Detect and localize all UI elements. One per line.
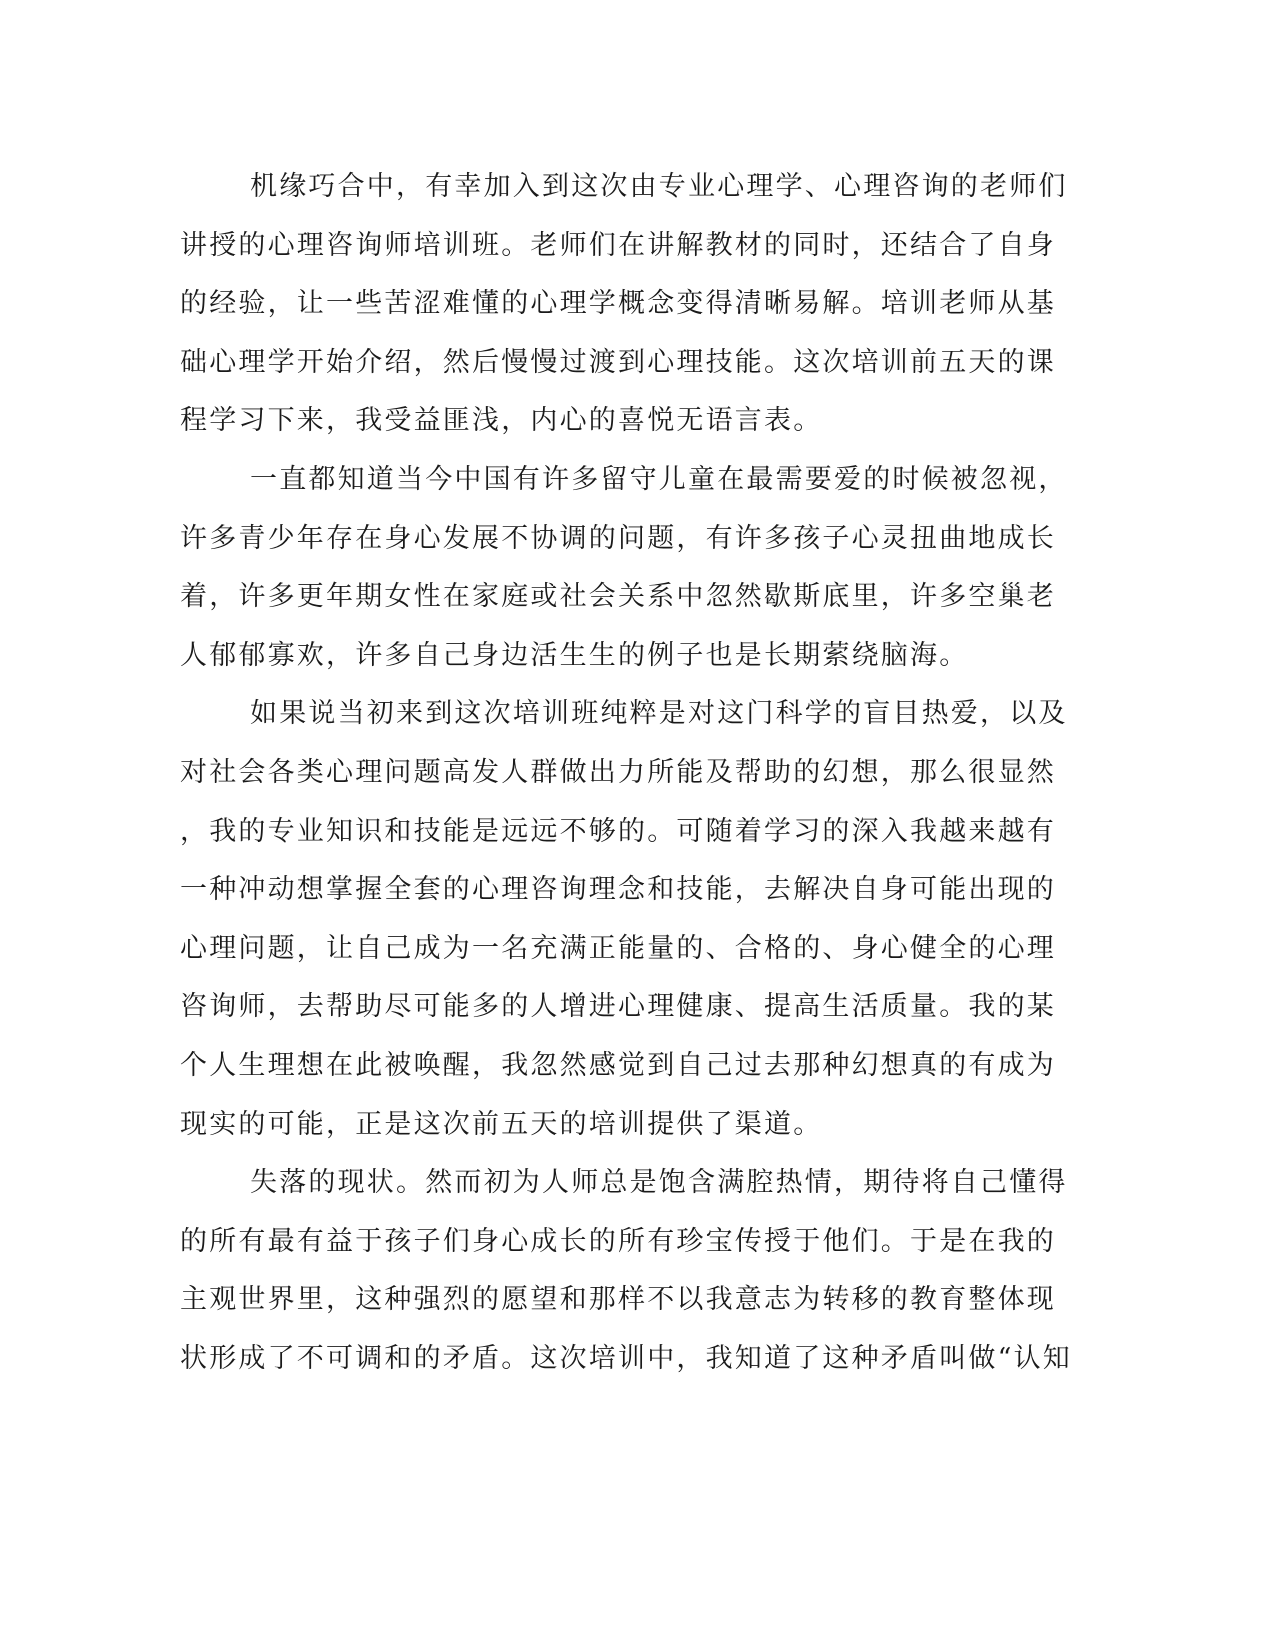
text-line: 对社会各类心理问题高发人群做出力所能及帮助的幻想，那么很显然 — [180, 756, 1056, 788]
text-line: 许多青少年存在身心发展不协调的问题，有许多孩子心灵扭曲地成长 — [180, 522, 1056, 554]
text-line: 的经验，让一些苦涩难懂的心理学概念变得清晰易解。培训老师从基 — [180, 288, 1056, 320]
text-line: 程学习下来，我受益匪浅，内心的喜悦无语言表。 — [180, 405, 823, 437]
paragraph-1 — [180, 158, 1068, 451]
text-line: 一直都知道当今中国有许多留守儿童在最需要爱的时候被忽视， — [250, 463, 1068, 495]
text-line: 如果说当初来到这次培训班纯粹是对这门科学的盲目热爱，以及 — [250, 698, 1068, 730]
text-line: 的所有最有益于孩子们身心成长的所有珍宝传授于他们。于是在我的 — [180, 1225, 1056, 1257]
text-line: 人郁郁寡欢，许多自己身边活生生的例子也是长期萦绕脑海。 — [180, 639, 969, 671]
text-line: 心理问题，让自己成为一名充满正能量的、合格的、身心健全的心理 — [180, 932, 1056, 964]
text-line: 着，许多更年期女性在家庭或社会关系中忽然歇斯底里，许多空巢老 — [180, 581, 1056, 613]
text-line: 咨询师，去帮助尽可能多的人增进心理健康、提高生活质量。我的某 — [180, 991, 1056, 1023]
text-line: 个人生理想在此被唤醒，我忽然感觉到自己过去那种幻想真的有成为 — [180, 1049, 1056, 1081]
text-line: 础心理学开始介绍，然后慢慢过渡到心理技能。这次培训前五天的课 — [180, 346, 1056, 378]
text-line: 机缘巧合中，有幸加入到这次由专业心理学、心理咨询的老师们 — [250, 171, 1068, 202]
paragraph-3 — [180, 685, 1068, 1154]
text-line: 主观世界里，这种强烈的愿望和那样不以我意志为转移的教育整体现 — [180, 1284, 1056, 1316]
text-line: 讲授的心理咨询师培训班。老师们在讲解教材的同时，还结合了自身 — [180, 229, 1056, 261]
text-line: ，我的专业知识和技能是远远不够的。可随着学习的深入我越来越有 — [180, 815, 1056, 847]
paragraph-4 — [180, 1154, 1073, 1388]
document-body — [180, 158, 1073, 1388]
text-line: 失落的现状。然而初为人师总是饱含满腔热情，期待将自己懂得 — [250, 1167, 1068, 1199]
text-line: 状形成了不可调和的矛盾。这次培训中，我知道了这种矛盾叫做“认知 — [180, 1342, 1073, 1374]
text-line: 一种冲动想掌握全套的心理咨询理念和技能，去解决自身可能出现的 — [180, 874, 1056, 906]
text-line: 现实的可能，正是这次前五天的培训提供了渠道。 — [180, 1108, 823, 1140]
paragraph-2 — [180, 451, 1068, 685]
